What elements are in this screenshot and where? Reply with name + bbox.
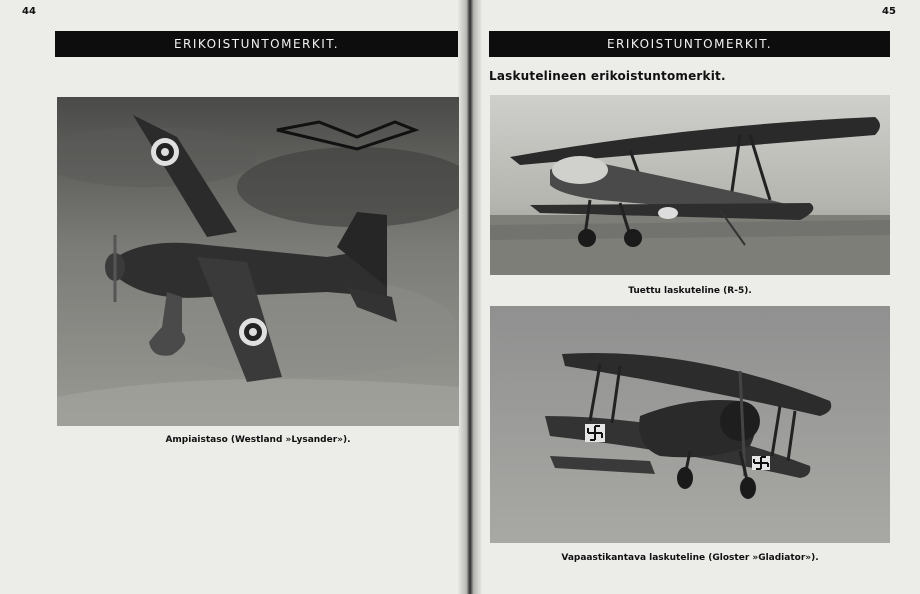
- lysander-photo: [57, 97, 459, 426]
- right-banner: ERIKOISTUNTOMERKIT.: [489, 31, 890, 57]
- r5-photo: [490, 95, 890, 275]
- left-page-number: 44: [22, 6, 36, 17]
- gladiator-photo: [490, 306, 890, 543]
- gladiator-caption: Vapaastikantava laskuteline (Gloster »Gladiator»).: [561, 553, 819, 563]
- lysander-caption: Ampiaistaso (Westland »Lysander»).: [165, 435, 351, 445]
- right-page-number: 45: [882, 6, 896, 17]
- r5-caption: Tuettu laskuteline (R-5).: [628, 286, 752, 296]
- left-banner: ERIKOISTUNTOMERKIT.: [55, 31, 458, 57]
- section-heading: Laskutelineen erikoistuntomerkit.: [489, 69, 726, 83]
- book-gutter: [458, 0, 482, 594]
